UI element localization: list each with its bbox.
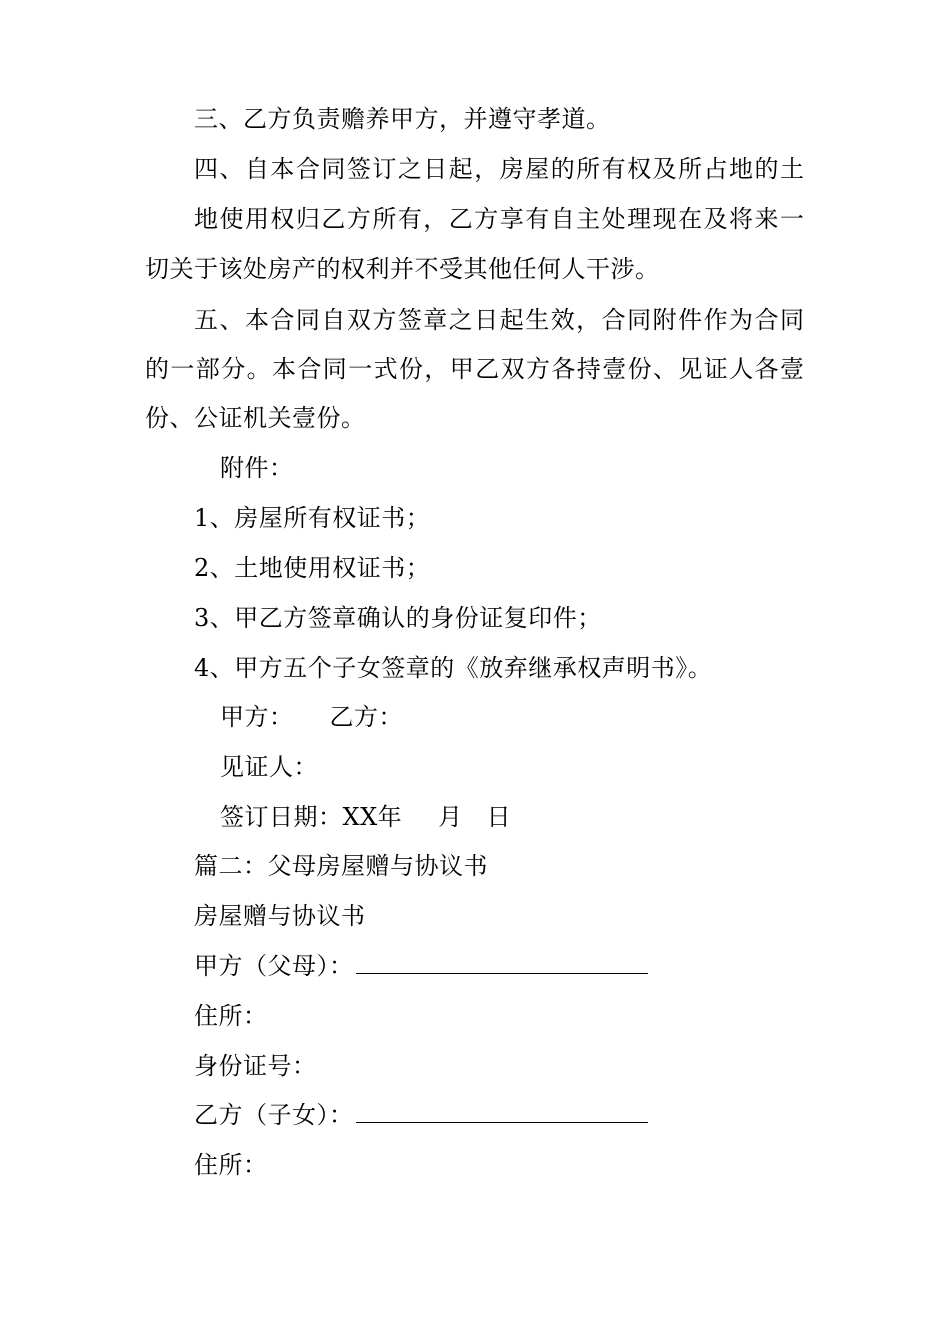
clause-5-line-3: 份、公证机关壹份。 bbox=[145, 404, 366, 432]
attachments-heading: 附件： bbox=[220, 454, 294, 482]
party-a-parents-label: 甲方（父母）： bbox=[194, 952, 354, 980]
clause-4-line-3: 切关于该处房产的权利并不受其他任何人干涉。 bbox=[145, 255, 660, 283]
clause-4-line-1: 四、自本合同签订之日起，房屋的所有权及所占地的土 bbox=[194, 155, 804, 183]
address-label-2: 住所： bbox=[194, 1151, 268, 1179]
witness-label: 见证人： bbox=[220, 753, 318, 781]
attachment-item-3: 3、甲乙方签章确认的身份证复印件； bbox=[194, 604, 602, 632]
clause-3: 三、乙方负责赡养甲方，并遵守孝道。 bbox=[194, 105, 611, 133]
signature-line bbox=[220, 702, 403, 732]
party-a-name-blank[interactable] bbox=[356, 951, 648, 974]
id-number-label: 身份证号： bbox=[194, 1052, 317, 1080]
sign-date-line bbox=[220, 802, 511, 832]
chapter-2-subtitle: 房屋赠与协议书 bbox=[194, 902, 366, 930]
sign-date-label: 签订日期：XX年 bbox=[220, 803, 403, 831]
sign-date-month: 月 bbox=[438, 803, 463, 831]
clause-4-line-2: 地使用权归乙方所有，乙方享有自主处理现在及将来一 bbox=[194, 205, 804, 233]
party-b-child-label: 乙方（子女）： bbox=[194, 1101, 354, 1129]
attachment-item-1: 1、房屋所有权证书； bbox=[194, 504, 431, 532]
attachment-item-4: 4、甲方五个子女签章的《放弃继承权声明书》。 bbox=[194, 654, 713, 682]
chapter-2-title: 篇二：父母房屋赠与协议书 bbox=[194, 852, 488, 880]
attachment-item-2: 2、土地使用权证书； bbox=[194, 554, 431, 582]
party-a-parents-line bbox=[194, 951, 648, 981]
address-label-1: 住所： bbox=[194, 1002, 268, 1030]
sign-date-day: 日 bbox=[486, 803, 512, 831]
clause-5-line-2: 的一部分。本合同一式份，甲乙双方各持壹份、见证人各壹 bbox=[145, 355, 804, 383]
party-a-signature-label: 甲方： bbox=[220, 703, 294, 731]
party-b-child-line bbox=[194, 1100, 648, 1130]
clause-5-line-1: 五、本合同自双方签章之日起生效，合同附件作为合同 bbox=[194, 306, 804, 334]
party-b-name-blank[interactable] bbox=[356, 1100, 648, 1123]
party-b-signature-label: 乙方： bbox=[329, 703, 403, 731]
